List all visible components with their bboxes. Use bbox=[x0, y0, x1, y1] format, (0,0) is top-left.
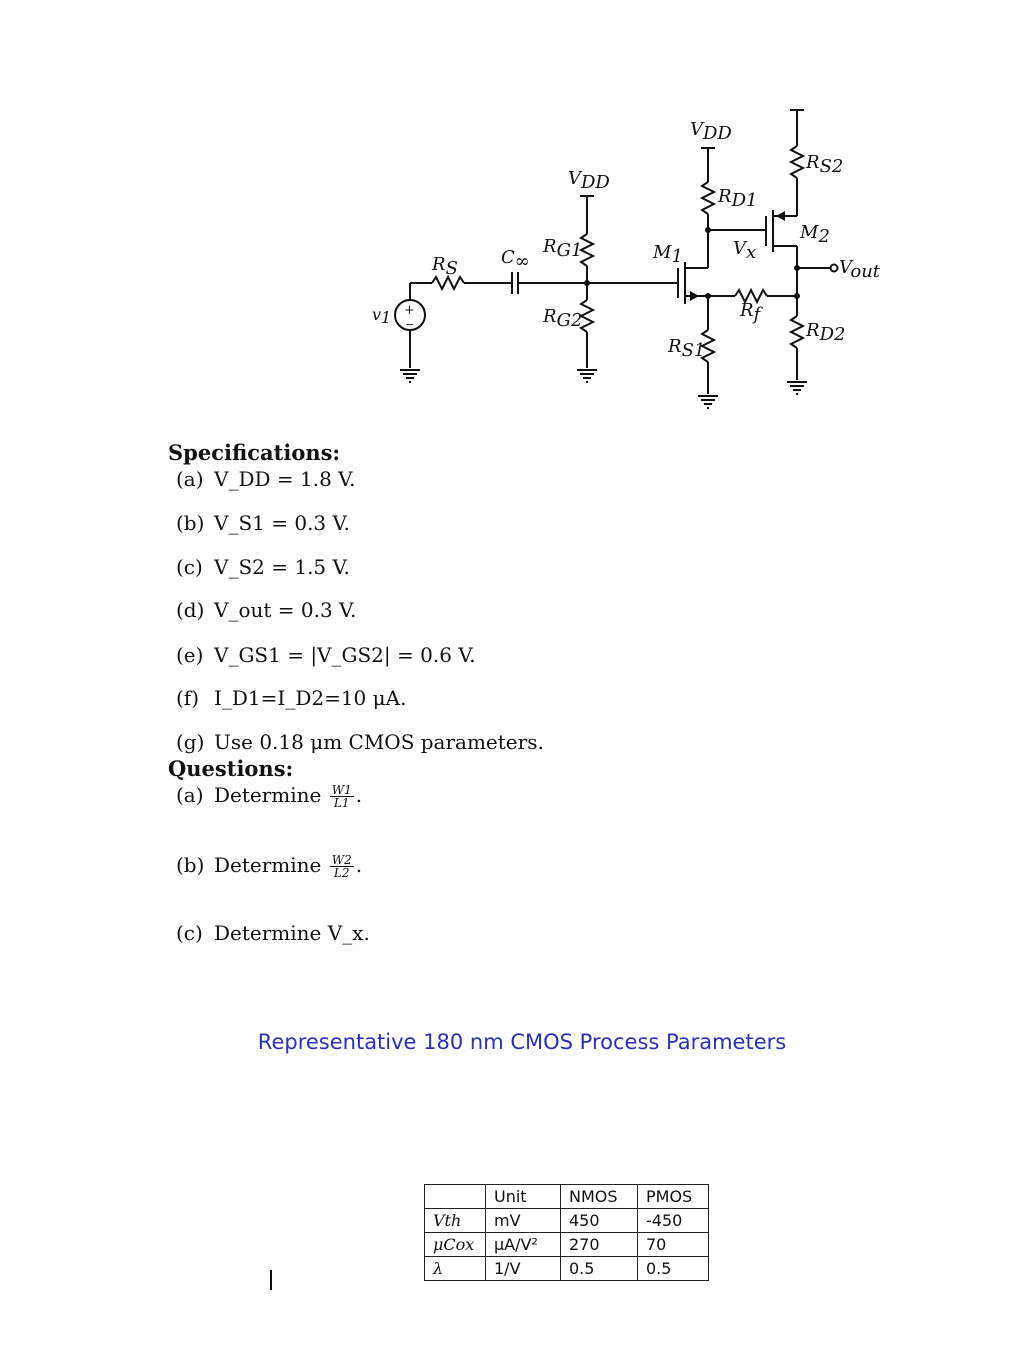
text-cursor bbox=[270, 1270, 272, 1290]
spec-item-g: (g) Use 0.18 μm CMOS parameters. bbox=[176, 730, 544, 754]
spec-item-a: (a) V_DD = 1.8 V. bbox=[176, 467, 356, 491]
label-rd2: RD2 bbox=[806, 320, 846, 345]
label-vout: Vout bbox=[839, 257, 881, 282]
table-cell-unit: mV bbox=[486, 1209, 561, 1233]
circuit-schematic bbox=[0, 0, 1024, 430]
table-cell-nmos: 0.5 bbox=[561, 1257, 638, 1281]
resistor-rg2 bbox=[581, 300, 593, 332]
vout-terminal bbox=[831, 265, 838, 272]
params-title: Representative 180 nm CMOS Process Parameters bbox=[257, 1030, 787, 1054]
table-header-cell bbox=[425, 1185, 486, 1209]
label-rd1: RD1 bbox=[718, 186, 758, 211]
table-header-row bbox=[425, 1185, 709, 1209]
spec-item-d: (d) V_out = 0.3 V. bbox=[176, 598, 357, 622]
label-rg1: RG1 bbox=[543, 236, 583, 261]
label-rs1: RS1 bbox=[668, 336, 706, 361]
table-cell-pmos: -450 bbox=[638, 1209, 709, 1233]
table-cell-unit: μA/V² bbox=[486, 1233, 561, 1257]
label-v1: v1 bbox=[372, 305, 392, 327]
label-vdd-m1: VDD bbox=[690, 119, 732, 144]
table-cell-unit: 1/V bbox=[486, 1257, 561, 1281]
specifications-heading: Specifications: bbox=[168, 440, 341, 465]
question-item-a: (a) Determine $\frac{W1}{L1}$ . bbox=[176, 783, 363, 810]
fraction-w1-l1: $\frac{W1}{L1}$ bbox=[331, 783, 352, 810]
table-header-cell: NMOS bbox=[561, 1185, 638, 1209]
table-header-cell: Unit bbox=[486, 1185, 561, 1209]
question-item-b: (b) Determine $\frac{W2}{L2}$ . bbox=[176, 853, 363, 880]
table-row bbox=[425, 1209, 709, 1233]
spec-item-b: (b) V_S1 = 0.3 V. bbox=[176, 511, 350, 535]
resistor-rg1 bbox=[581, 234, 593, 266]
label-m2: M2 bbox=[800, 222, 830, 247]
questions-heading: Questions: bbox=[168, 756, 294, 781]
label-vx: Vx bbox=[733, 238, 757, 263]
source-minus-sign: − bbox=[405, 318, 415, 331]
question-item-c: (c) Determine V_x. bbox=[176, 921, 370, 945]
table-cell-param: λ bbox=[425, 1257, 486, 1281]
fraction-w2-l2: $\frac{W2}{L2}$ bbox=[331, 853, 352, 880]
label-rf: Rf bbox=[740, 300, 761, 325]
table-header-cell: PMOS bbox=[638, 1185, 709, 1209]
spec-item-f: (f) I_D1=I_D2=10 μA. bbox=[176, 686, 407, 710]
resistor-rd1 bbox=[702, 182, 714, 214]
params-table bbox=[424, 1184, 709, 1281]
label-m1: M1 bbox=[653, 242, 683, 267]
spec-item-e: (e) V_GS1 = |V_GS2| = 0.6 V. bbox=[176, 643, 476, 667]
label-rs2: RS2 bbox=[806, 152, 844, 177]
table-cell-param: Vth bbox=[425, 1209, 486, 1233]
resistor-rs2 bbox=[791, 146, 803, 178]
resistor-rd2 bbox=[791, 316, 803, 348]
spec-item-c: (c) V_S2 = 1.5 V. bbox=[176, 555, 350, 579]
table-cell-nmos: 450 bbox=[561, 1209, 638, 1233]
table-cell-pmos: 70 bbox=[638, 1233, 709, 1257]
table-row bbox=[425, 1257, 709, 1281]
table-row bbox=[425, 1233, 709, 1257]
table-cell-pmos: 0.5 bbox=[638, 1257, 709, 1281]
label-rg2: RG2 bbox=[543, 306, 583, 331]
table-cell-nmos: 270 bbox=[561, 1233, 638, 1257]
label-cinf: C∞ bbox=[501, 247, 530, 272]
label-rs: RS bbox=[432, 254, 458, 279]
table-cell-param: μCox bbox=[425, 1233, 486, 1257]
label-vdd-bias: VDD bbox=[568, 168, 610, 193]
source-plus-sign: + bbox=[404, 303, 415, 318]
